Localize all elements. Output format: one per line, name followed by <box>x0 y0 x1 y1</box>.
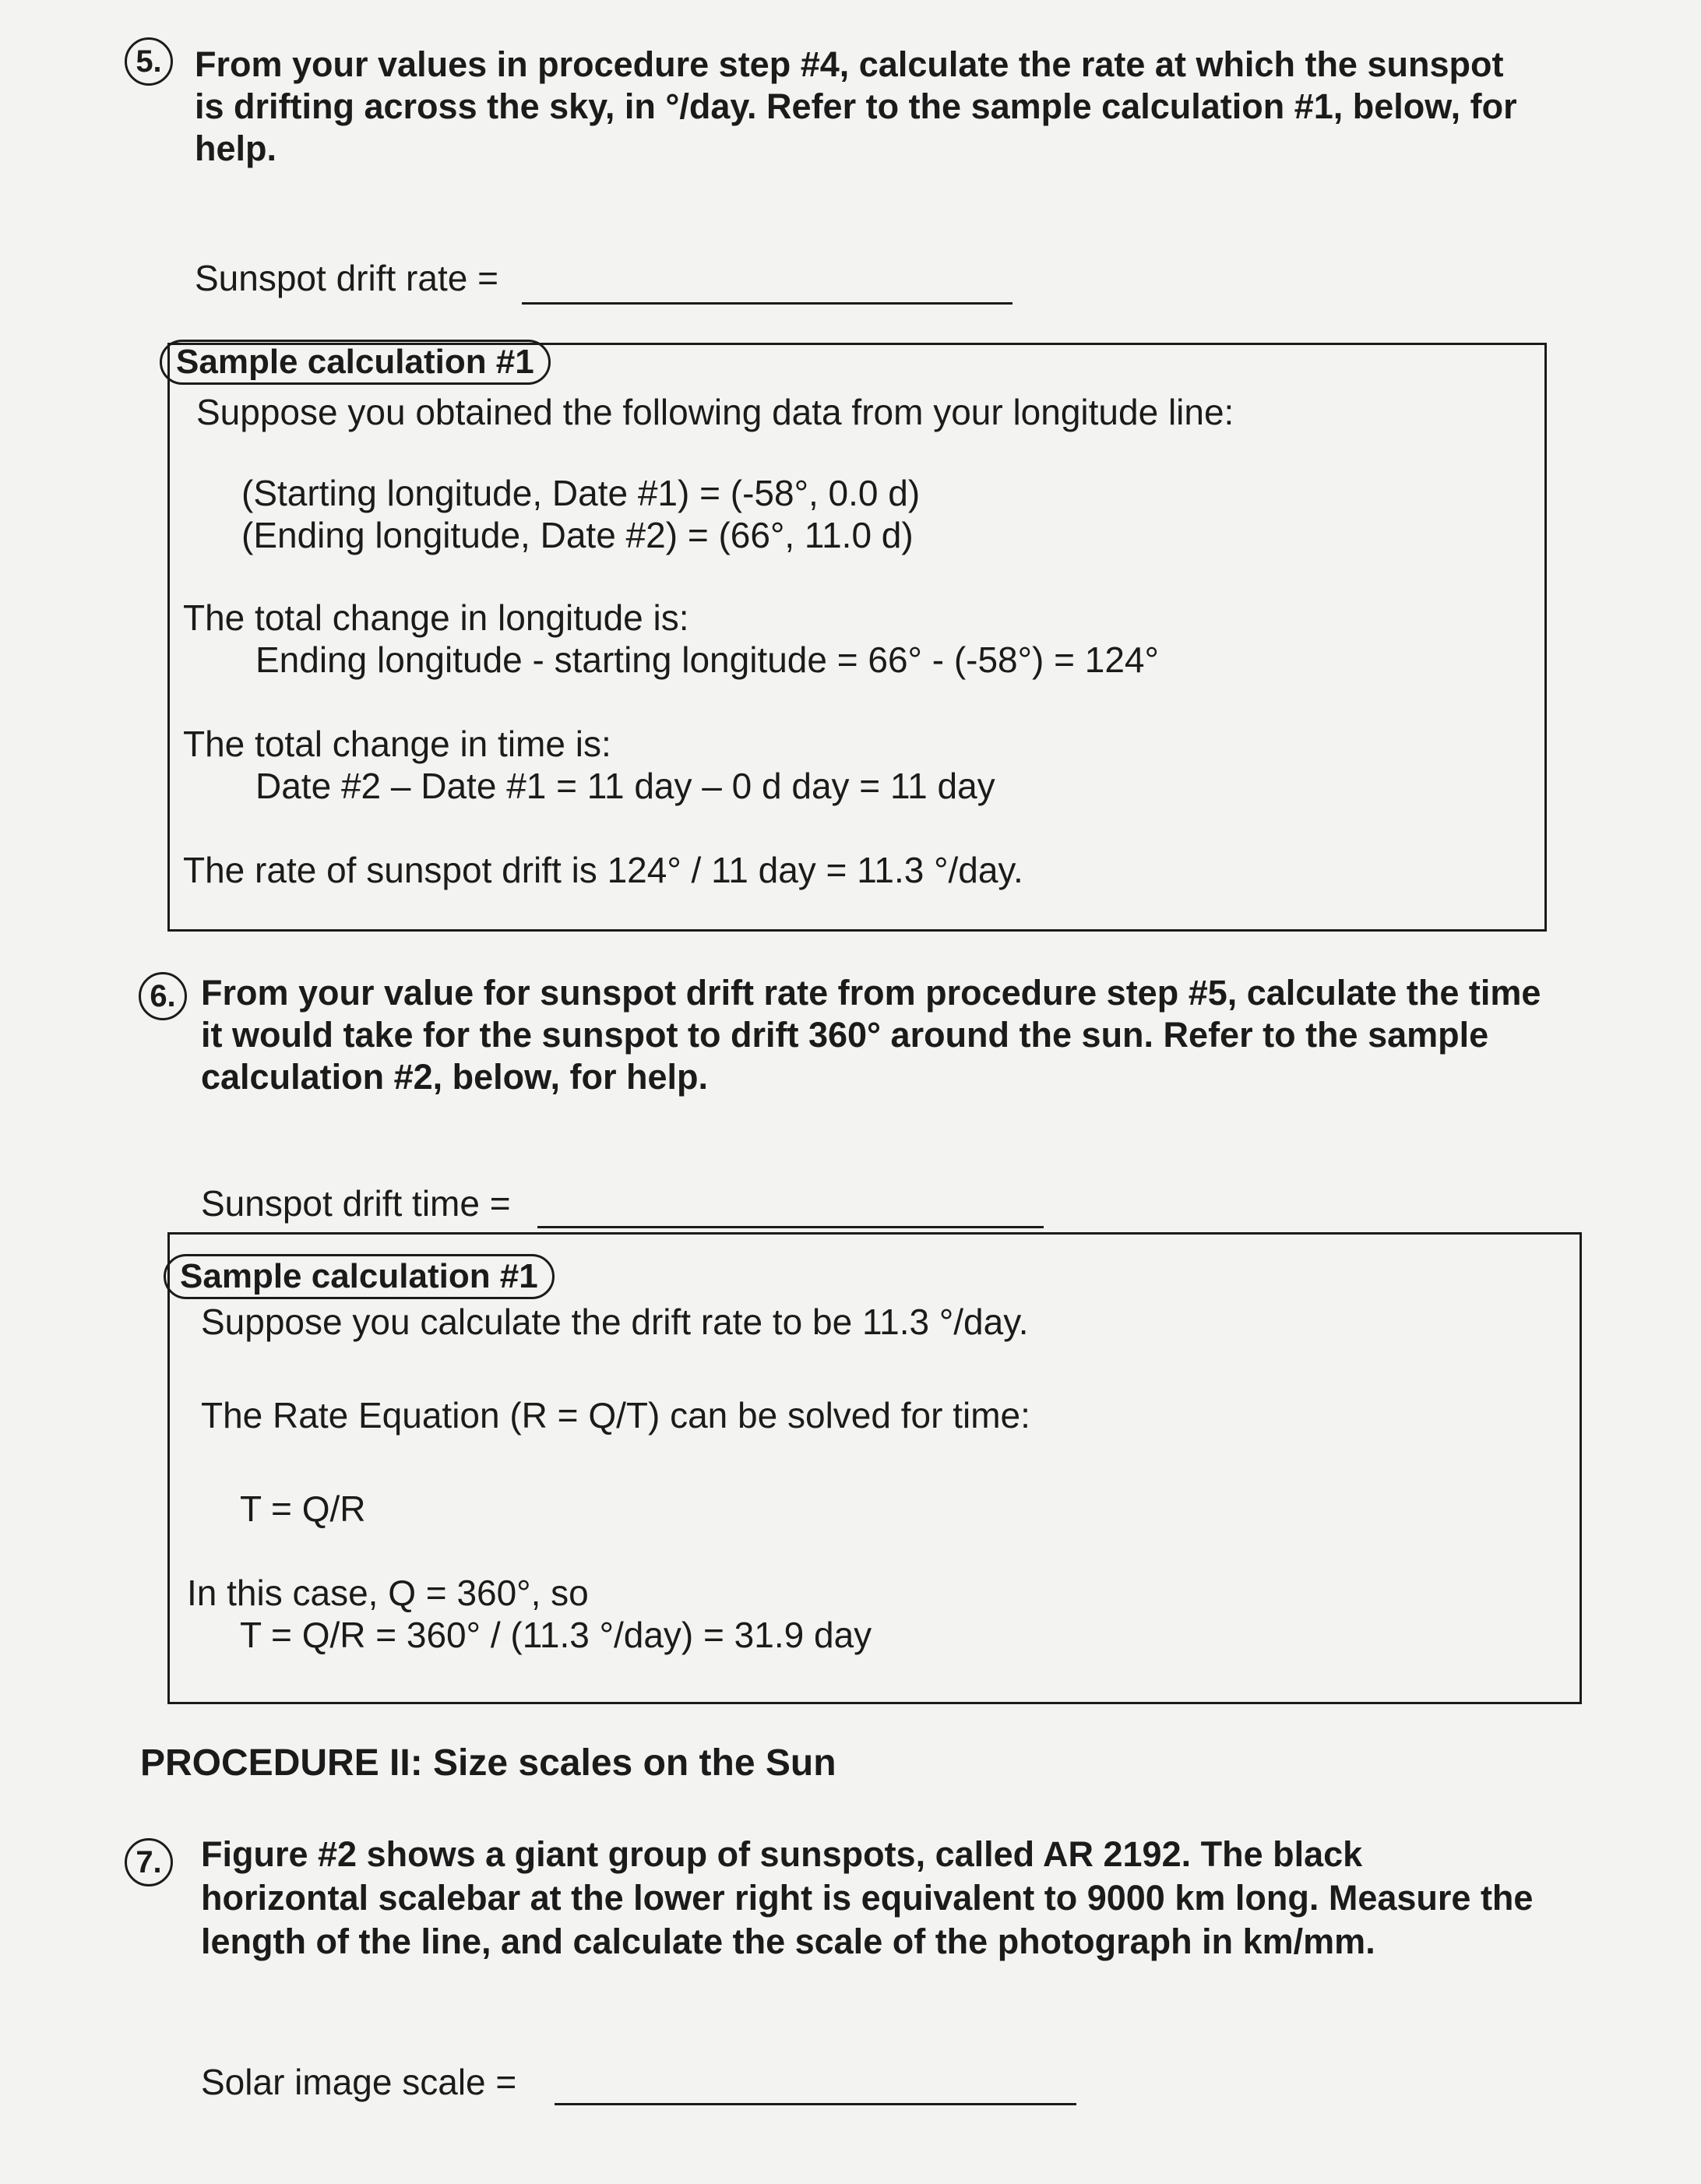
sample1-longitude-calc: Ending longitude - starting longitude = 66° - (-58°) = 124° <box>255 639 1159 680</box>
sample1-longitude-label: The total change in longitude is: <box>183 597 689 638</box>
q6-line-1: From your value for sunspot drift rate from procedure step #5, calculate the time <box>201 973 1541 1013</box>
q5-line-1: From your values in procedure step #4, calculate the rate at which the sunspot <box>195 44 1504 84</box>
q7-line-1: Figure #2 shows a giant group of sunspots, called AR 2192. The black <box>201 1834 1363 1874</box>
sunspot-drift-time-label: Sunspot drift time = <box>201 1183 511 1224</box>
sample2-case-calc: T = Q/R = 360° / (11.3 °/day) = 31.9 day <box>240 1615 872 1655</box>
question-number-5: 5. <box>125 37 173 86</box>
sample2-intro: Suppose you calculate the drift rate to be 11.3 °/day. <box>201 1302 1029 1342</box>
q6-line-3: calculation #2, below, for help. <box>201 1057 708 1097</box>
sample1-time-label: The total change in time is: <box>183 724 611 764</box>
sunspot-drift-time-blank[interactable] <box>537 1226 1044 1228</box>
sample2-equation-label: The Rate Equation (R = Q/T) can be solved for time: <box>201 1395 1030 1435</box>
question-number-7: 7. <box>125 1838 173 1886</box>
sample2-case-label: In this case, Q = 360°, so <box>187 1573 589 1613</box>
sample1-data-line-1: (Starting longitude, Date #1) = (-58°, 0.0 d) <box>241 473 921 513</box>
q6-line-2: it would take for the sunspot to drift 360° around the sun. Refer to the sample <box>201 1015 1489 1055</box>
sample-calculation-1-title: Sample calculation #1 <box>160 340 551 385</box>
q5-line-3: help. <box>195 129 277 168</box>
sunspot-drift-rate-blank[interactable] <box>522 302 1012 305</box>
q5-line-2: is drifting across the sky, in °/day. Refer to the sample calculation #1, below, for <box>195 86 1517 126</box>
sample1-intro: Suppose you obtained the following data from your longitude line: <box>196 392 1234 432</box>
solar-image-scale-blank[interactable] <box>555 2103 1076 2105</box>
sample2-equation: T = Q/R <box>240 1488 366 1529</box>
question-number-6: 6. <box>139 972 187 1020</box>
procedure-2-heading: PROCEDURE II: Size scales on the Sun <box>140 1742 836 1784</box>
q7-line-2: horizontal scalebar at the lower right is equivalent to 9000 km long. Measure the <box>201 1878 1534 1918</box>
sample1-time-calc: Date #2 – Date #1 = 11 day – 0 d day = 11 day <box>255 766 995 806</box>
sunspot-drift-rate-label: Sunspot drift rate = <box>195 258 498 298</box>
q7-line-3: length of the line, and calculate the scale of the photograph in km/mm. <box>201 1922 1375 1961</box>
solar-image-scale-label: Solar image scale = <box>201 2062 517 2102</box>
sample1-data-line-2: (Ending longitude, Date #2) = (66°, 11.0 d) <box>241 515 914 555</box>
sample1-result: The rate of sunspot drift is 124° / 11 day = 11.3 °/day. <box>183 850 1023 890</box>
sample-calculation-2-title: Sample calculation #1 <box>164 1254 555 1299</box>
